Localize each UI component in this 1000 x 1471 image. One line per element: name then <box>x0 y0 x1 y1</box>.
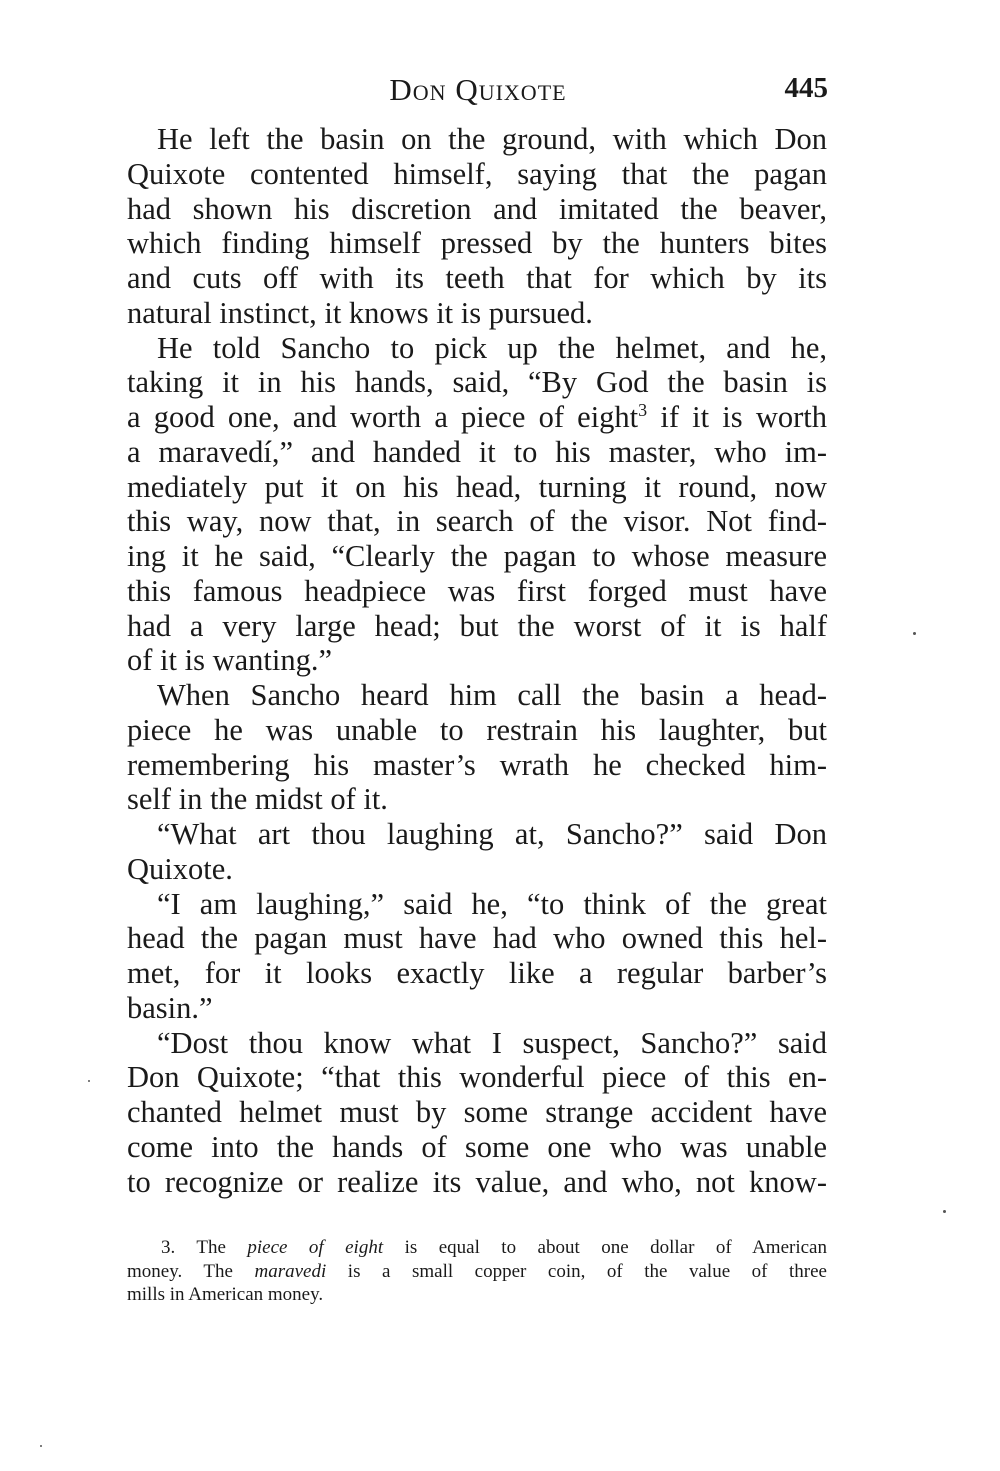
text-line: chanted helmet must by some strange accident have <box>127 1095 827 1129</box>
text-line: met, for it looks exactly like a regular barber’s <box>127 956 827 990</box>
scan-speck <box>40 1445 42 1447</box>
body-text <box>127 122 827 1199</box>
text-line: Quixote contented himself, saying that the pagan <box>127 156 827 191</box>
text-line: which finding himself pressed by the hunters bites <box>127 226 827 261</box>
text-line: remembering his master’s wrath he checked him- <box>127 747 827 782</box>
footnote-ref: 3 <box>638 399 648 420</box>
text-line: of it is wanting.” <box>127 643 332 678</box>
text-line: self in the midst of it. <box>127 782 388 817</box>
footnote <box>127 1236 827 1307</box>
text-fragment: The <box>175 1237 248 1258</box>
text-line: Quixote. <box>127 851 233 886</box>
footnote-line: mills in American money. <box>127 1284 324 1305</box>
text-line: had a very large head; but the worst of it is half <box>127 608 827 643</box>
text-line: When Sancho heard him call the basin a head- <box>157 678 827 712</box>
footnote-line <box>127 1236 827 1260</box>
italic-term: piece of eight <box>247 1237 384 1258</box>
scan-speck <box>88 1080 90 1082</box>
text-line: to recognize or realize its value, and who, not know- <box>127 1164 827 1199</box>
running-head <box>128 72 828 112</box>
text-line: Don Quixote; “that this wonderful piece of this en- <box>127 1060 827 1095</box>
text-line-with-footnote-ref <box>127 400 827 435</box>
text-fragment: is equal to about one dollar of American <box>383 1237 827 1258</box>
footnote-number: 3. <box>161 1237 176 1258</box>
text-line: “Dost thou know what I suspect, Sancho?” said <box>157 1025 827 1060</box>
scan-speck <box>943 1210 946 1213</box>
text-line: basin.” <box>127 990 213 1025</box>
text-fragment: if it is worth <box>647 400 827 434</box>
text-line: natural instinct, it knows it is pursued. <box>127 295 593 330</box>
text-line: He told Sancho to pick up the helmet, and he, <box>157 330 827 365</box>
text-line: this way, now that, in search of the visor. Not find- <box>127 504 827 539</box>
text-line: head the pagan must have had who owned this hel- <box>127 921 827 956</box>
italic-term: maravedi <box>254 1260 327 1282</box>
text-line: ing it he said, “Clearly the pagan to whose measure <box>127 539 827 573</box>
text-line: this famous headpiece was first forged must have <box>127 573 827 608</box>
running-title: Don Quixote <box>389 72 567 107</box>
text-line: “I am laughing,” said he, “to think of the great <box>157 886 827 921</box>
text-fragment: a good one, and worth a piece of eight <box>127 400 639 434</box>
text-line: taking it in his hands, said, “By God the basin is <box>127 365 827 400</box>
text-line: come into the hands of some one who was unable <box>127 1129 827 1164</box>
text-line: mediately put it on his head, turning it round, now <box>127 469 827 504</box>
text-line: “What art thou laughing at, Sancho?” said Don <box>157 817 827 851</box>
scan-speck <box>913 632 916 635</box>
footnote-line <box>127 1260 827 1284</box>
text-line: He left the basin on the ground, with which Don <box>157 122 827 156</box>
text-line: piece he was unable to restrain his laughter, but <box>127 712 827 747</box>
text-line: a maravedí,” and handed it to his master, who im- <box>127 434 827 469</box>
text-fragment: is a small copper coin, of the value of three <box>326 1260 827 1282</box>
page-number: 445 <box>784 72 828 104</box>
text-line: had shown his discretion and imitated the beaver, <box>127 191 827 226</box>
text-line: and cuts off with its teeth that for which by its <box>127 261 827 295</box>
text-fragment: money. The <box>127 1260 255 1282</box>
